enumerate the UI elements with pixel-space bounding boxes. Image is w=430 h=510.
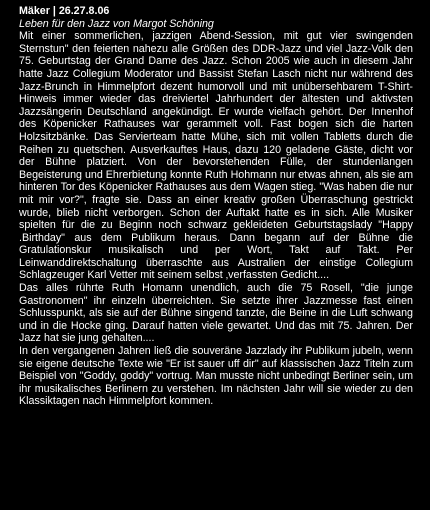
article-paragraph: Mit einer sommerlichen, jazzigen Abend-Session, mit gut vier swingenden Sternstun" den feierten nahezu alle Größen des DDR-Jazz und viel Jazz-Volk den 75. Geburtstag der Grand Dame des Jazz. Schon 2005 wie auch in diesem Jahr hatte Jazz Collegium Moderator und Bassist Stefan Lasch nicht nur während des Jazz-Brunch in Himmelpfort dezent humorvoll und mit unübersehbarem T-Shirt-Hinweis immer wieder das dreiviertel Jahrhundert der ältesten und aktivsten Jazzsängerin Deutschland angekündigt. Er wurde vielfach gehört. Der Innenhof des Köpenicker Rathauses war gerammelt voll. Fast bogen sich die harten Holzsitzbänke. Das Servierteam hatte Mühe, sich mit vollen Tabletts durch die Reihen zu quetschen. Ausverkauftes Haus, dazu 120 geladene Gäste, dicht vor der Bühne platziert. Von der bevorstehenden Fülle, der stundenlangen Begeisterung und Ehrerbietung konnte Ruth Hohmann nur etwas ahnen, als sie am hinteren Tor des Köpenicker Rathauses aus dem Wagen stieg. "Was haben die nur mit mir vor?", fragte sie. Dass an einer kreativ großen Überraschung gestrickt wurde, blieb nicht verborgen. Schon der Auftakt hatte es in sich. Alle Musiker spielten für die zu Beginn noch schwarz gekleideten Geburtstagslady "Happy .Birthday" aus dem Publikum heraus. Dann begann auf der Bühne die Gratulationskur musikalisch und per Wort, Takt auf Takt. Per Leinwanddirektschaltung überraschte aus Australien der einstige Collegium Schlagzeuger Karl Vetter mit seinem selbst ‚verfassten Gedicht.... (19, 30, 413, 282)
article-headline: Mäker | 26.27.8.06 (19, 5, 110, 17)
article-subtitle: Leben für den Jazz von Margot Schöning (19, 17, 214, 30)
article (19, 5, 413, 408)
article-paragraph: Das alles rührte Ruth Homann unendlich, auch die 75 Rosell, "die junge Gastronomen" ihr einzeln überreichten. Sie setzte ihrer Jazzmesse fast einen Schlusspunkt, als sie auf der Bühne singend tanzte, die Beine in die Luft schwang und in die Hocke ging. Darauf hatten viele gewartet. Und das mit 75. Jahren. Der Jazz hat sie jung gehalten.... (19, 282, 413, 345)
article-paragraph: In den vergangenen Jahren ließ die souveräne Jazzlady ihr Publikum jubeln, wenn sie eigene deutsche Texte wie "Er ist sauer uff dir" auf klassischen Jazz Titeln zum Beispiel von "Goddy, goddy" vortrug. Man musste nicht unbedingt Berliner sein, um ihr musikalisches Berlinern zu verstehen. Im nächsten Jahr will sie wieder zu den Klassiktagen nach Himmelpfort kommen. (19, 345, 413, 408)
